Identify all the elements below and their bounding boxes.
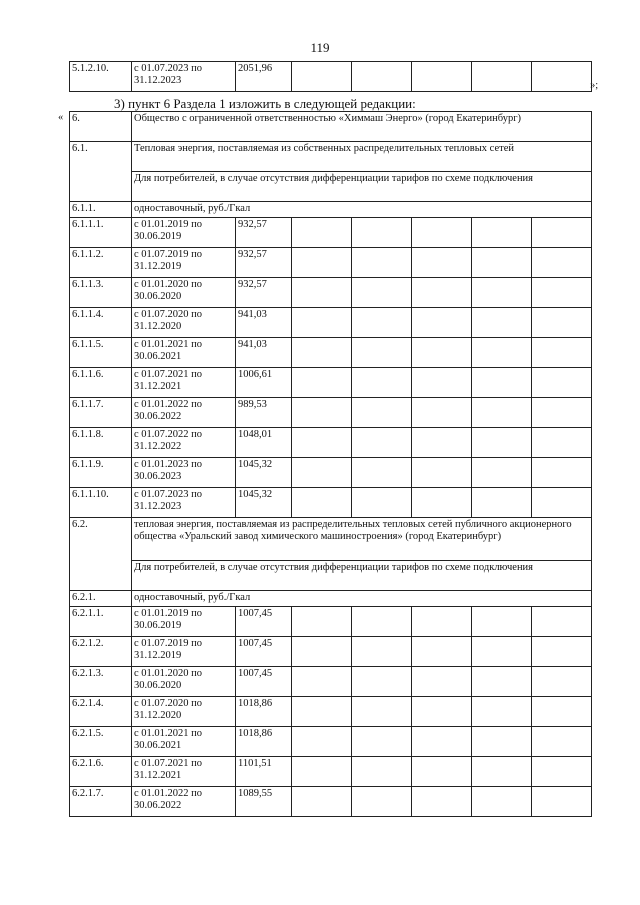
table-row bbox=[70, 278, 592, 308]
row-code: 6.2.1.6. bbox=[70, 757, 132, 787]
empty-cell bbox=[532, 667, 592, 697]
subsection-note-row bbox=[70, 172, 592, 202]
row-value: 941,03 bbox=[236, 338, 292, 368]
row-code: 5.1.2.10. bbox=[70, 62, 132, 92]
row-period: с 01.07.2023 по 31.12.2023 bbox=[132, 488, 236, 518]
row-period: с 01.07.2019 по 31.12.2019 bbox=[132, 248, 236, 278]
empty-cell bbox=[292, 218, 352, 248]
row-period: с 01.07.2023 по 31.12.2023 bbox=[132, 62, 236, 92]
table-row bbox=[70, 248, 592, 278]
empty-cell bbox=[352, 727, 412, 757]
row-period: с 01.01.2022 по 30.06.2022 bbox=[132, 787, 236, 817]
row-code: 6.1.1.9. bbox=[70, 458, 132, 488]
empty-cell bbox=[472, 757, 532, 787]
row-value: 1007,45 bbox=[236, 667, 292, 697]
row-code: 6.2.1.2. bbox=[70, 637, 132, 667]
subsection-note: Для потребителей, в случае отсутствия дифференциации тарифов по схеме подключения bbox=[132, 172, 592, 202]
empty-cell bbox=[352, 338, 412, 368]
row-period: с 01.01.2020 по 30.06.2020 bbox=[132, 278, 236, 308]
empty-cell bbox=[472, 338, 532, 368]
empty-cell bbox=[412, 488, 472, 518]
empty-cell bbox=[472, 308, 532, 338]
subsection-title: Тепловая энергия, поставляемая из собственных распределительных тепловых сетей bbox=[132, 142, 592, 172]
row-period: с 01.07.2020 по 31.12.2020 bbox=[132, 308, 236, 338]
empty-cell bbox=[292, 368, 352, 398]
empty-cell bbox=[292, 248, 352, 278]
subsection-note: Для потребителей, в случае отсутствия дифференциации тарифов по схеме подключения bbox=[132, 561, 592, 591]
row-period: с 01.01.2019 по 30.06.2019 bbox=[132, 218, 236, 248]
empty-cell bbox=[292, 697, 352, 727]
row-period: с 01.07.2022 по 31.12.2022 bbox=[132, 428, 236, 458]
empty-cell bbox=[472, 787, 532, 817]
table-row bbox=[70, 607, 592, 637]
empty-cell bbox=[532, 278, 592, 308]
empty-cell bbox=[352, 248, 412, 278]
empty-cell bbox=[412, 787, 472, 817]
empty-cell bbox=[292, 757, 352, 787]
empty-cell bbox=[412, 308, 472, 338]
empty-cell bbox=[532, 338, 592, 368]
empty-cell bbox=[292, 667, 352, 697]
table-row bbox=[70, 787, 592, 817]
empty-cell bbox=[412, 398, 472, 428]
rate-type-row bbox=[70, 202, 592, 218]
empty-cell bbox=[472, 727, 532, 757]
empty-cell bbox=[352, 607, 412, 637]
empty-cell bbox=[352, 488, 412, 518]
row-code: 6.2.1.5. bbox=[70, 727, 132, 757]
empty-cell bbox=[532, 308, 592, 338]
row-code: 6.1.1.2. bbox=[70, 248, 132, 278]
row-code: 6.2.1.1. bbox=[70, 607, 132, 637]
row-code: 6.2.1.4. bbox=[70, 697, 132, 727]
empty-cell bbox=[352, 278, 412, 308]
table-row bbox=[70, 308, 592, 338]
empty-cell bbox=[412, 637, 472, 667]
row-code: 6.1.1.10. bbox=[70, 488, 132, 518]
empty-cell bbox=[412, 218, 472, 248]
row-period: с 01.07.2019 по 31.12.2019 bbox=[132, 637, 236, 667]
row-value: 1007,45 bbox=[236, 607, 292, 637]
row-value: 1048,01 bbox=[236, 428, 292, 458]
empty-cell bbox=[352, 667, 412, 697]
empty-cell bbox=[352, 428, 412, 458]
row-value: 1045,32 bbox=[236, 488, 292, 518]
row-period: с 01.01.2021 по 30.06.2021 bbox=[132, 727, 236, 757]
rate-code: 6.2.1. bbox=[70, 591, 132, 607]
empty-cell bbox=[292, 428, 352, 458]
table-row bbox=[70, 637, 592, 667]
empty-cell bbox=[472, 488, 532, 518]
page-number: 119 bbox=[310, 40, 330, 55]
empty-cell bbox=[292, 62, 352, 92]
empty-cell bbox=[352, 697, 412, 727]
row-value: 932,57 bbox=[236, 218, 292, 248]
empty-cell bbox=[352, 368, 412, 398]
subsection-title: тепловая энергия, поставляемая из распределительных тепловых сетей публичного акционерного общества «Уральский завод химического машиностроения» (город Екатеринбург) bbox=[132, 518, 592, 561]
subsection-note-row bbox=[70, 561, 592, 591]
table-row bbox=[70, 218, 592, 248]
row-code: 6.1.1.6. bbox=[70, 368, 132, 398]
row-period: с 01.01.2023 по 30.06.2023 bbox=[132, 458, 236, 488]
row-value: 941,03 bbox=[236, 308, 292, 338]
row-period: с 01.07.2021 по 31.12.2021 bbox=[132, 368, 236, 398]
subsection-code: 6.1. bbox=[70, 142, 132, 202]
empty-cell bbox=[472, 637, 532, 667]
row-period: с 01.01.2022 по 30.06.2022 bbox=[132, 398, 236, 428]
row-code: 6.1.1.8. bbox=[70, 428, 132, 458]
table-row bbox=[70, 338, 592, 368]
empty-cell bbox=[412, 428, 472, 458]
empty-cell bbox=[292, 308, 352, 338]
empty-cell bbox=[412, 368, 472, 398]
empty-cell bbox=[352, 637, 412, 667]
empty-cell bbox=[472, 667, 532, 697]
empty-cell bbox=[472, 248, 532, 278]
empty-cell bbox=[292, 458, 352, 488]
row-period: с 01.07.2021 по 31.12.2021 bbox=[132, 757, 236, 787]
row-period: с 01.01.2021 по 30.06.2021 bbox=[132, 338, 236, 368]
empty-cell bbox=[472, 697, 532, 727]
row-period: с 01.01.2020 по 30.06.2020 bbox=[132, 667, 236, 697]
row-value: 1018,86 bbox=[236, 697, 292, 727]
row-code: 6.1.1.3. bbox=[70, 278, 132, 308]
row-code: 6.1.1.7. bbox=[70, 398, 132, 428]
row-value: 1045,32 bbox=[236, 458, 292, 488]
row-value: 932,57 bbox=[236, 278, 292, 308]
tariff-table-top bbox=[69, 61, 592, 92]
row-period: с 01.07.2020 по 31.12.2020 bbox=[132, 697, 236, 727]
empty-cell bbox=[412, 458, 472, 488]
empty-cell bbox=[532, 787, 592, 817]
empty-cell bbox=[472, 398, 532, 428]
section-row bbox=[70, 112, 592, 142]
empty-cell bbox=[472, 278, 532, 308]
table-row bbox=[70, 697, 592, 727]
empty-cell bbox=[352, 458, 412, 488]
table-row bbox=[70, 368, 592, 398]
empty-cell bbox=[532, 757, 592, 787]
table-row bbox=[70, 727, 592, 757]
subsection-code: 6.2. bbox=[70, 518, 132, 591]
subsection-row bbox=[70, 518, 592, 561]
row-value: 989,53 bbox=[236, 398, 292, 428]
rate-code: 6.1.1. bbox=[70, 202, 132, 218]
empty-cell bbox=[352, 308, 412, 338]
table-row bbox=[70, 398, 592, 428]
empty-cell bbox=[472, 458, 532, 488]
row-code: 6.2.1.7. bbox=[70, 787, 132, 817]
empty-cell bbox=[412, 278, 472, 308]
empty-cell bbox=[532, 607, 592, 637]
table-row bbox=[70, 757, 592, 787]
table-row bbox=[70, 667, 592, 697]
row-code: 6.1.1.4. bbox=[70, 308, 132, 338]
empty-cell bbox=[412, 338, 472, 368]
empty-cell bbox=[532, 428, 592, 458]
row-code: 6.1.1.1. bbox=[70, 218, 132, 248]
empty-cell bbox=[532, 368, 592, 398]
opening-quote: « bbox=[58, 112, 64, 123]
empty-cell bbox=[412, 727, 472, 757]
empty-cell bbox=[472, 428, 532, 458]
empty-cell bbox=[532, 218, 592, 248]
section-title: Общество с ограниченной ответственностью «Химмаш Энерго» (город Екатеринбург) bbox=[132, 112, 592, 142]
empty-cell bbox=[532, 398, 592, 428]
section-code: 6. bbox=[70, 112, 132, 142]
empty-cell bbox=[292, 787, 352, 817]
empty-cell bbox=[412, 697, 472, 727]
empty-cell bbox=[532, 62, 592, 92]
row-code: 6.2.1.3. bbox=[70, 667, 132, 697]
empty-cell bbox=[292, 488, 352, 518]
empty-cell bbox=[412, 757, 472, 787]
rate-type-row bbox=[70, 591, 592, 607]
row-value: 2051,96 bbox=[236, 62, 292, 92]
empty-cell bbox=[292, 338, 352, 368]
empty-cell bbox=[352, 398, 412, 428]
empty-cell bbox=[352, 62, 412, 92]
empty-cell bbox=[472, 62, 532, 92]
empty-cell bbox=[292, 398, 352, 428]
empty-cell bbox=[292, 727, 352, 757]
row-value: 1007,45 bbox=[236, 637, 292, 667]
row-value: 1018,86 bbox=[236, 727, 292, 757]
empty-cell bbox=[532, 697, 592, 727]
table-row bbox=[70, 62, 592, 92]
empty-cell bbox=[412, 607, 472, 637]
table-row bbox=[70, 428, 592, 458]
empty-cell bbox=[532, 458, 592, 488]
row-value: 1089,55 bbox=[236, 787, 292, 817]
empty-cell bbox=[352, 218, 412, 248]
row-code: 6.1.1.5. bbox=[70, 338, 132, 368]
rate-label: одноставочный, руб./Гкал bbox=[132, 202, 592, 218]
row-value: 1006,61 bbox=[236, 368, 292, 398]
row-value: 1101,51 bbox=[236, 757, 292, 787]
closing-quote: »; bbox=[590, 80, 599, 91]
tariff-table-main bbox=[69, 111, 592, 817]
empty-cell bbox=[472, 607, 532, 637]
row-period: с 01.01.2019 по 30.06.2019 bbox=[132, 607, 236, 637]
row-value: 932,57 bbox=[236, 248, 292, 278]
subsection-row bbox=[70, 142, 592, 172]
empty-cell bbox=[532, 727, 592, 757]
empty-cell bbox=[292, 278, 352, 308]
empty-cell bbox=[472, 218, 532, 248]
empty-cell bbox=[292, 607, 352, 637]
empty-cell bbox=[352, 757, 412, 787]
empty-cell bbox=[532, 488, 592, 518]
empty-cell bbox=[292, 637, 352, 667]
empty-cell bbox=[532, 637, 592, 667]
empty-cell bbox=[412, 62, 472, 92]
empty-cell bbox=[532, 248, 592, 278]
empty-cell bbox=[472, 368, 532, 398]
empty-cell bbox=[352, 787, 412, 817]
empty-cell bbox=[412, 667, 472, 697]
table-row bbox=[70, 488, 592, 518]
table-row bbox=[70, 458, 592, 488]
rate-label: одноставочный, руб./Гкал bbox=[132, 591, 592, 607]
empty-cell bbox=[412, 248, 472, 278]
section-heading: 3) пункт 6 Раздела 1 изложить в следующей редакции: bbox=[114, 96, 416, 111]
